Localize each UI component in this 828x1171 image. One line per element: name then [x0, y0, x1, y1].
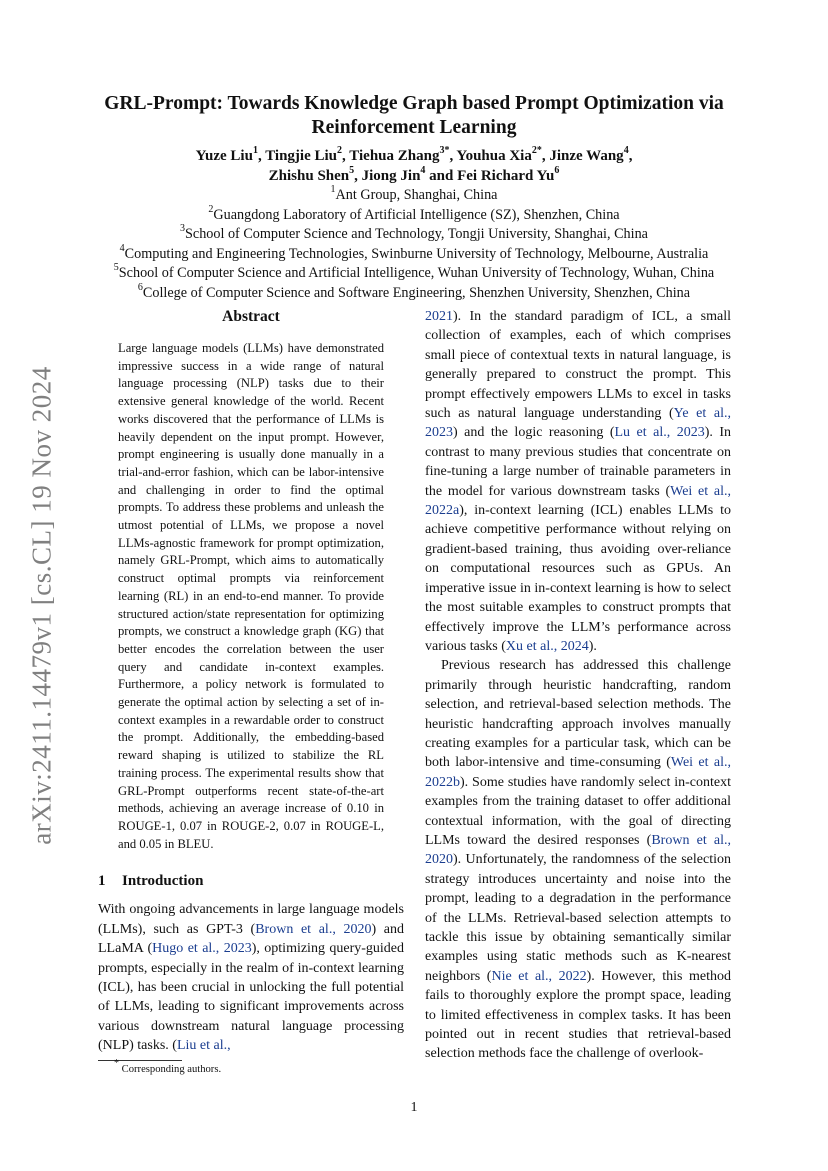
author-name	[268, 165, 362, 184]
author-affiliation-mark: 4	[420, 165, 426, 176]
author-name	[349, 145, 457, 164]
left-column	[98, 308, 404, 1056]
citation-link[interactable]: Brown et al., 2020	[255, 921, 372, 937]
citation-link[interactable]: Wei et al., 2022b	[425, 755, 731, 790]
citation-link[interactable]: Xu et al., 2024	[505, 638, 589, 654]
author-text: Zhishu Shen	[268, 168, 350, 184]
affiliation-line	[80, 186, 748, 206]
citation-link[interactable]: Hugo et al., 2023	[152, 941, 252, 957]
affiliation-mark: 3	[180, 223, 185, 235]
author-affiliation-mark: 6	[554, 165, 560, 176]
affiliation-line	[80, 242, 748, 265]
paragraph-text: ) and the logic reasoning (	[453, 425, 615, 441]
author-separator: ,	[257, 148, 266, 164]
affiliation-text: Guangdong Laboratory of Artificial Intelligence (SZ), Shenzhen, China	[213, 206, 620, 223]
paper-header	[80, 92, 748, 303]
abstract-text: Large language models (LLMs) have demonstrated impressive success in a wide range of natural language processing (NLP) tasks due to their extensive general knowledge of the world. Recent works discovered that the performance of LLMs is heavily dependent on the input prompt. However, prompt engineering is usually done manually in a trial-and-error fashion, which can be labor-intensive and challenging in order to find the optimal prompts. To address these problems and unleash the utmost potential of LLMs, we propose a novel LLMs-agnostic framework for prompt optimization, namely GRL-Prompt, which aims to automatically construct optimal prompts via reinforcement learning (RL) in an end-to-end manner. To provide structured action/state representation for optimizing prompts, we construct a knowledge graph (KG) that better encodes the correlation between the user query and candidate in-context examples. Furthermore, a policy network is formulated to generate the optimal action by selecting a set of in-context examples in a rewardable order to construct the prompt. Additionally, the embedding-based reward shaping is utilized to stabilize the RL training process. The experimental results show that GRL-Prompt outperforms recent state-of-the-art methods, achieving an average increase of 0.10 in ROUGE-1, 0.07 in ROUGE-2, 0.07 in ROUGE-L, and 0.05 in BLEU.	[118, 341, 384, 851]
paragraph-text: ), optimizing query-guided prompts, especially in the realm of in-context learning (ICL), has been crucial in unlocking the full potential of LLMs, leading to significant improvements across various downstream natural language processing (NLP) tasks. (	[98, 941, 404, 1054]
right-column	[425, 307, 731, 1064]
paragraph-text: ). However, this method fails to thoroughly explore the prompt space, leading to limited effectiveness in complex tasks. It has been pointed out in recent studies that retrieval-based selection methods face the challenge of overlook-	[425, 968, 731, 1062]
page-number: 1	[410, 1100, 418, 1115]
author-separator: ,	[342, 148, 350, 164]
footnote	[114, 1058, 222, 1075]
footnote-text: Corresponding authors.	[121, 1064, 222, 1075]
paragraph-text: ). Unfortunately, the randomness of the selection strategy introduces uncertainty and noise into the prompt, leading to a degradation in the performance of the LLMs. Retrieval-based selection attempts to tackle this issue by obtaining semantically similar examples using static methods such as K-nearest neighbors (	[425, 852, 731, 984]
author-separator: ,	[449, 148, 457, 164]
author-separator: and	[425, 168, 458, 184]
affiliation-line	[80, 264, 748, 284]
author-text: Youhua Xia	[456, 148, 532, 164]
author-text: Yuze Liu	[195, 148, 253, 164]
paragraph-text: ) and LLaMA (	[98, 921, 404, 957]
footnote-mark: *	[114, 1058, 119, 1070]
title-line-1: GRL-Prompt: Towards Knowledge Graph based Prompt Optimization via	[104, 93, 724, 114]
affiliation-mark: 5	[113, 262, 119, 274]
citation-link[interactable]: Ye et al., 2023	[425, 406, 731, 441]
author-separator: ,	[628, 148, 633, 164]
abstract-heading: Abstract	[222, 308, 280, 325]
affiliation-text: School of Computer Science and Technology, Tongji University, Shanghai, China	[185, 226, 648, 242]
author-separator: ,	[541, 148, 550, 164]
affiliation-mark: 2	[208, 203, 214, 215]
author-affiliation-mark: 3*	[439, 145, 450, 156]
affiliation-line	[80, 225, 748, 245]
paragraph-text: Previous research has addressed this challenge primarily through heuristic handcrafting, random selection, and retrieval-based selection methods. The heuristic handcrafting approach involves manually creating examples for a particular task, which can be both labor-intensive and time-consuming (	[425, 658, 731, 771]
author-name	[549, 145, 633, 164]
author-affiliation-mark: 1	[252, 145, 258, 156]
affiliation-text: School of Computer Science and Artificial Intelligence, Wuhan University of Technology, Wuhan, China	[118, 265, 715, 281]
paragraph-text: With ongoing advancements in large language models (LLMs), such as GPT-3 (	[98, 902, 404, 937]
arxiv-watermark	[22, 360, 62, 850]
citation-link[interactable]: Wei et al., 2022a	[425, 483, 731, 519]
author-text: Fei Richard Yu	[457, 168, 555, 184]
paragraph-text: ), in-context learning (ICL) enables LLMs to achieve competitive performance without relying on gradient-based training, thus avoiding over-reliance on computational resources such as GPUs. An imperative issue in in-context learning is how to select the most suitable examples to construct prompts that effectively improve the LLM’s performance across various tasks (	[425, 503, 731, 654]
affiliation-text: Ant Group, Shanghai, China	[335, 187, 498, 203]
author-name	[456, 145, 550, 164]
affiliation-text: Computing and Engineering Technologies, Swinburne University of Technology, Melbourne, Australia	[124, 245, 709, 262]
body-paragraph-2	[425, 656, 731, 1064]
footnote-rule	[98, 1060, 182, 1061]
title-line-2: Reinforcement Learning	[311, 117, 517, 138]
arxiv-id: arXiv:2411.14479v1 [cs.CL] 19 Nov 2024	[26, 365, 57, 845]
paragraph-text: ). Some studies have randomly select in-context examples from the training dataset to offer additional contextual information, with the goal of directing LLMs toward the desired responses (	[425, 774, 731, 848]
author-text: Jiong Jin	[361, 168, 421, 184]
citation-link[interactable]: Brown et al., 2020	[425, 832, 731, 868]
author-affiliation-mark: 2*	[531, 145, 542, 156]
author-affiliation-mark: 4	[623, 145, 629, 156]
author-text: Tingjie Liu	[265, 148, 338, 164]
citation-link[interactable]: 2021	[425, 309, 453, 324]
author-text: Tiehua Zhang	[349, 148, 440, 164]
author-name	[361, 165, 458, 184]
affiliation-line	[80, 281, 748, 304]
section-title: Introduction	[122, 873, 204, 890]
citation-link[interactable]: Lu et al., 2023	[614, 425, 705, 441]
author-affiliation-mark: 2	[337, 145, 343, 156]
section-heading	[98, 873, 404, 890]
body-paragraph-1	[425, 307, 731, 656]
author-affiliation-mark: 5	[349, 165, 355, 176]
author-separator: ,	[354, 168, 362, 184]
affiliation-list	[80, 186, 748, 303]
paragraph-text: ).	[588, 638, 597, 654]
section-number: 1	[98, 873, 106, 890]
author-text: Jinze Wang	[549, 148, 624, 164]
paragraph-text: ). In the standard paradigm of ICL, a small collection of examples, each of which comprises small piece of contextual texts in natural language, is generally prepared to construct the prompt. This prompt effectively empowers LLMs to excel in tasks such as natural language understanding (	[425, 309, 731, 422]
affiliation-text: College of Computer Science and Software Engineering, Shenzhen University, Shenzhen, China	[142, 284, 691, 301]
affiliation-mark: 4	[119, 242, 125, 254]
author-list	[80, 146, 748, 186]
author-name	[457, 165, 560, 184]
citation-link[interactable]: Nie et al., 2022	[491, 968, 587, 984]
author-name	[195, 145, 266, 164]
affiliation-mark: 6	[137, 281, 143, 293]
author-name	[265, 145, 350, 164]
paragraph-text: ). In contrast to many previous studies that concentrate on fine-tuning a large number of trainable parameters in the model for various downstream tasks (	[425, 425, 732, 499]
affiliation-mark: 1	[330, 184, 336, 196]
intro-paragraph	[98, 900, 404, 1055]
paper-title	[80, 92, 748, 140]
citation-link[interactable]: Liu et al.,	[176, 1038, 231, 1054]
